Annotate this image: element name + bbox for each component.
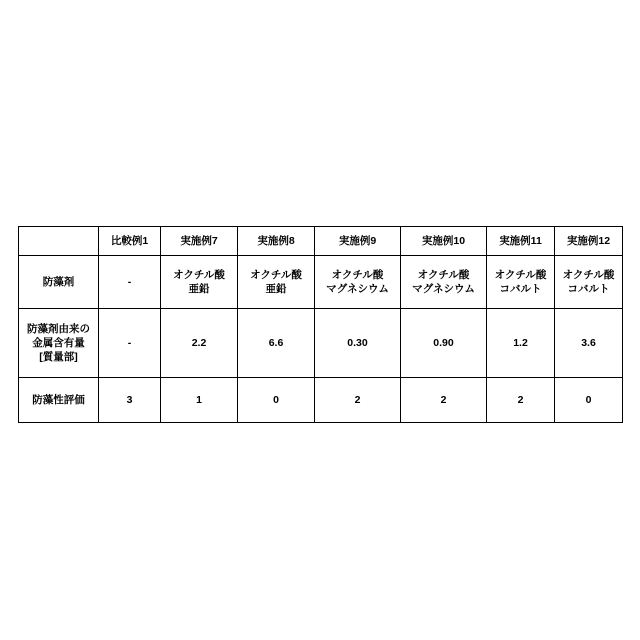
row-header-antialgal-evaluation: 防藻性評価 — [19, 378, 99, 423]
cell-line-1: オクチル酸 — [331, 268, 384, 281]
column-header-example-10: 実施例10 — [401, 227, 487, 256]
cell-eval-example-11: 2 — [487, 378, 555, 423]
column-header-example-12: 実施例12 — [555, 227, 623, 256]
row-header-line-1: 防藻剤由来の — [27, 322, 90, 335]
cell-metal-example-12: 3.6 — [555, 309, 623, 378]
row-header-line-3: [質量部] — [39, 351, 78, 364]
column-header-example-8: 実施例8 — [238, 227, 315, 256]
cell-metal-example-10: 0.90 — [401, 309, 487, 378]
row-header-metal-content — [19, 309, 99, 378]
cell-line-2: コバルト — [499, 283, 542, 295]
column-header-example-9: 実施例9 — [315, 227, 401, 256]
row-header-line-2: 金属含有量 — [32, 336, 85, 349]
cell-line-2: 亜鉛 — [188, 283, 210, 295]
cell-metal-example-11: 1.2 — [487, 309, 555, 378]
cell-agent-example-8 — [238, 256, 315, 309]
cell-eval-example-7: 1 — [161, 378, 238, 423]
cell-eval-example-10: 2 — [401, 378, 487, 423]
row-header-antialgal-agent: 防藻剤 — [19, 256, 99, 309]
column-header-example-7: 実施例7 — [161, 227, 238, 256]
results-table-container — [18, 226, 622, 423]
cell-agent-example-11 — [487, 256, 555, 309]
cell-eval-example-8: 0 — [238, 378, 315, 423]
cell-line-2: マグネシウム — [412, 283, 475, 295]
table-row-antialgal-agent — [19, 256, 623, 309]
table-row-antialgal-evaluation — [19, 378, 623, 423]
cell-metal-example-8: 6.6 — [238, 309, 315, 378]
cell-agent-example-7 — [161, 256, 238, 309]
cell-line-1: オクチル酸 — [562, 268, 615, 281]
cell-agent-example-12 — [555, 256, 623, 309]
table-row-metal-content — [19, 309, 623, 378]
cell-eval-example-12: 0 — [555, 378, 623, 423]
column-header-example-11: 実施例11 — [487, 227, 555, 256]
cell-line-1: オクチル酸 — [494, 268, 547, 281]
results-table — [18, 226, 623, 423]
table-header-row — [19, 227, 623, 256]
cell-metal-example-7: 2.2 — [161, 309, 238, 378]
column-header-comparative-1: 比較例1 — [99, 227, 161, 256]
cell-eval-comparative-1: 3 — [99, 378, 161, 423]
cell-line-1: オクチル酸 — [173, 268, 225, 281]
cell-agent-comparative-1: - — [99, 256, 161, 309]
cell-line-2: 亜鉛 — [265, 283, 287, 295]
cell-eval-example-9: 2 — [315, 378, 401, 423]
cell-line-1: オクチル酸 — [250, 268, 302, 281]
table-corner-cell — [19, 227, 99, 256]
cell-metal-comparative-1: - — [99, 309, 161, 378]
cell-line-1: オクチル酸 — [417, 268, 470, 281]
cell-line-2: コバルト — [567, 283, 610, 295]
cell-agent-example-9 — [315, 256, 401, 309]
cell-metal-example-9: 0.30 — [315, 309, 401, 378]
cell-agent-example-10 — [401, 256, 487, 309]
cell-line-2: マグネシウム — [326, 283, 389, 295]
